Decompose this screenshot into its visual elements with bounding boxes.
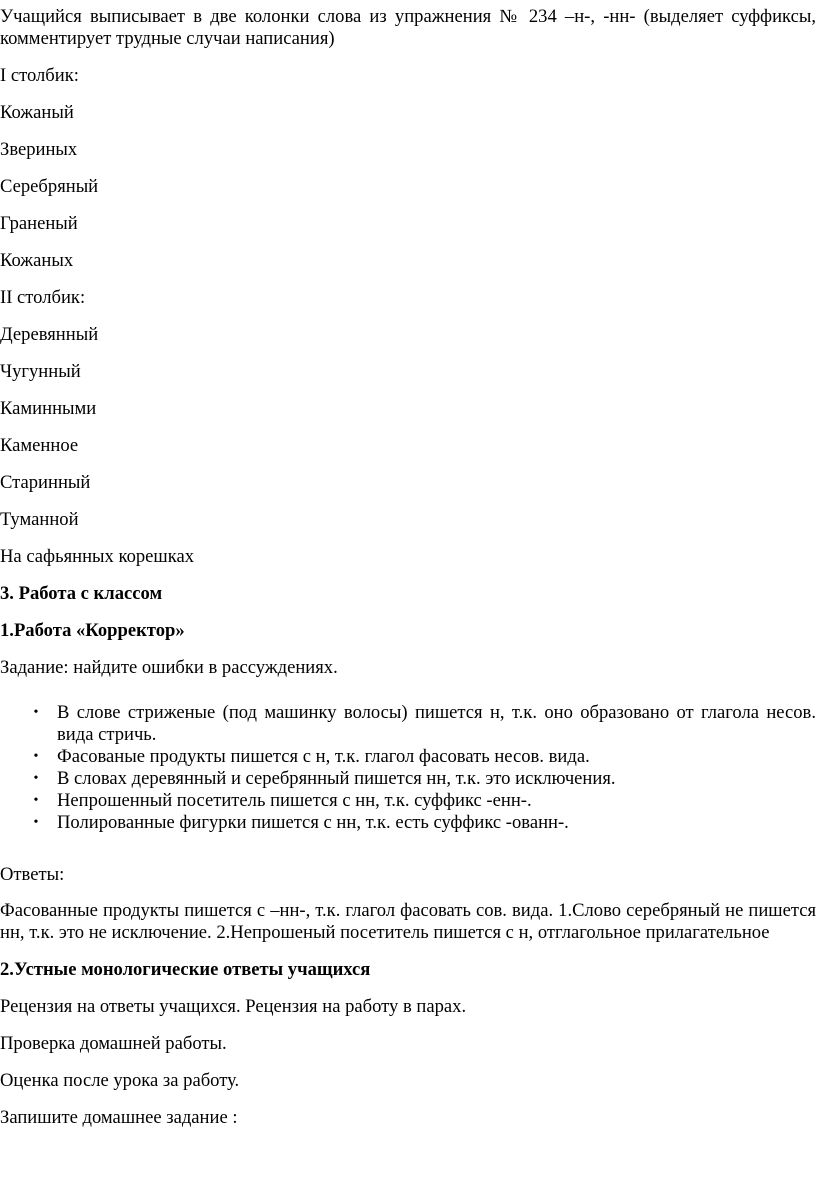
list-item bbox=[0, 812, 816, 834]
list-item bbox=[0, 768, 816, 790]
intro-paragraph: Учащийся выписывает в две колонки слова из упражнения № 234 –н-, -нн- (выделяет суффиксы, комментирует трудные случаи написания) bbox=[0, 6, 816, 49]
column2-word: Деревянный bbox=[0, 324, 99, 345]
column1-word: Серебряный bbox=[0, 176, 99, 197]
bullet-icon: • bbox=[33, 815, 39, 830]
list-item-text: Фасованые продукты пишется с н, т.к. глагол фасовать несов. вида. bbox=[57, 746, 590, 767]
list-item-text: Полированные фигурки пишется с нн, т.к. есть суффикс -ованн-. bbox=[57, 812, 569, 833]
column2-word: Каменное bbox=[0, 435, 79, 456]
bullet-icon: • bbox=[33, 771, 39, 786]
column2-word: Старинный bbox=[0, 472, 91, 493]
corrector-title: 1.Работа «Корректор» bbox=[0, 620, 185, 641]
column1-word: Граненый bbox=[0, 213, 78, 234]
closing-line: Проверка домашней работы. bbox=[0, 1033, 227, 1054]
column2-word: Туманной bbox=[0, 509, 79, 530]
error-statements-list bbox=[0, 702, 816, 834]
closing-line: Оценка после урока за работу. bbox=[0, 1070, 240, 1091]
list-item-text: Непрошенный посетитель пишется с нн, т.к. суффикс -енн-. bbox=[57, 790, 532, 811]
column1-word: Звериных bbox=[0, 139, 78, 160]
column1-word: Кожаный bbox=[0, 102, 74, 123]
closing-line: Рецензия на ответы учащихся. Рецензия на работу в парах. bbox=[0, 996, 467, 1017]
column1-word: Кожаных bbox=[0, 250, 74, 271]
column1-heading: I столбик: bbox=[0, 65, 79, 86]
bullet-icon: • bbox=[33, 793, 39, 808]
list-item bbox=[0, 790, 816, 812]
section3-title: 3. Работа с классом bbox=[0, 583, 163, 604]
answers-paragraph: Фасованные продукты пишется с –нн-, т.к. глагол фасовать сов. вида. 1.Слово серебряный не пишется нн, т.к. это не исключение. 2.Непрошеный посетитель пишется с н, отглагольное прилагательное bbox=[0, 900, 816, 943]
answers-label: Ответы: bbox=[0, 864, 65, 885]
bullet-icon: • bbox=[33, 749, 39, 764]
list-item bbox=[0, 702, 816, 746]
closing-line: Запишите домашнее задание : bbox=[0, 1107, 238, 1128]
list-item-text: В словах деревянный и серебрянный пишется нн, т.к. это исключения. bbox=[57, 768, 616, 789]
column2-word: Чугунный bbox=[0, 361, 81, 382]
list-item-text: В слове стриженые (под машинку волосы) пишется н, т.к. оно образовано от глагола несов. вида стричь. bbox=[57, 702, 816, 745]
column2-word: Каминными bbox=[0, 398, 97, 419]
column2-heading: II столбик: bbox=[0, 287, 86, 308]
oral-answers-title: 2.Устные монологические ответы учащихся bbox=[0, 959, 371, 980]
list-item bbox=[0, 746, 816, 768]
task-text: Задание: найдите ошибки в рассуждениях. bbox=[0, 657, 338, 678]
bullet-icon: • bbox=[33, 705, 39, 720]
column2-word: На сафьянных корешках bbox=[0, 546, 195, 567]
